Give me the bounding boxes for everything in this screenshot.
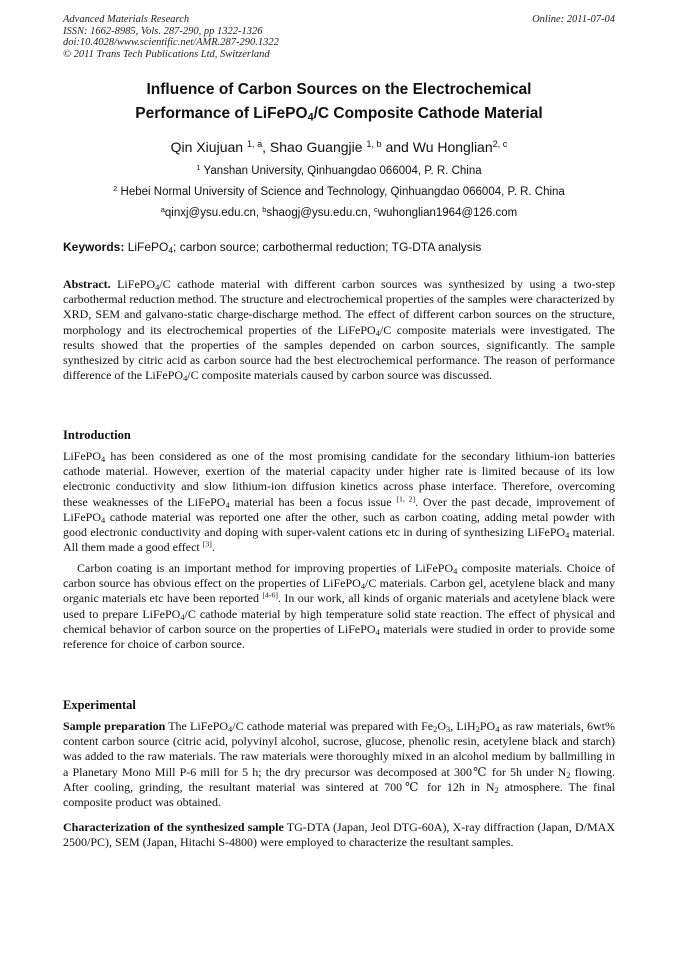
author-superscript: 2, c	[492, 139, 508, 149]
title-subscript: 4	[307, 111, 314, 124]
affiliation-2	[30, 183, 648, 198]
abstract-paragraph	[63, 277, 615, 383]
subscript: 4	[375, 328, 380, 338]
body-text: materials were studied in order to provide some reference for choice of carbon source.	[63, 621, 615, 652]
journal-header	[63, 14, 615, 60]
body-text: /C cathode material with different carbon sources was synthesized by using a two-step carbothermal reduction method. The structure and electrochemical properties of the samples were characterized by XRD, SEM and galvano-static charge-discharge method. The effect of different carbon sources on the structure, morphology and its electrochemical properties of the LiFePO	[63, 277, 615, 337]
citation-ref[interactable]: [1, 2]	[396, 494, 416, 504]
email-marker: a	[160, 204, 165, 214]
paper-title-line-1: Influence of Carbon Sources on the Electrochemical	[146, 81, 532, 98]
citation-ref[interactable]: [3]	[202, 539, 212, 549]
subscript: 3	[445, 725, 451, 735]
body-text: O	[437, 719, 446, 733]
body-text: has been considered as one of the most promising candidate for the secondary lithium-ion batteries cathode material. However, exertion of the material capacity under higher rate is limited because of its low electronic conductivity and slow lithium-ion diffusion kinetics across phase interface. Therefore, overcoming these weaknesses of the LiFePO	[63, 449, 615, 509]
body-text: , LiH	[450, 719, 476, 733]
email-link[interactable]: wuhonglian1964@126.com	[377, 207, 518, 219]
email-list	[30, 204, 648, 219]
email-link[interactable]: shaogj@ysu.edu.cn,	[266, 207, 374, 219]
abstract-label: Abstract.	[63, 277, 111, 291]
email-link[interactable]: qinxj@ysu.edu.cn,	[164, 207, 263, 219]
affiliation-text: Yanshan University, Qinhuangdao 066004, P. R. China	[200, 165, 482, 177]
body-text: as raw materials, 6wt% content carbon source (citric acid, polyvinyl alcohol, sucrose, glucose, phenolic resin, acetylene black and starch) was added to the raw materials. The raw materials were thoroughly mixed in an alcohol medium by ballmilling in a Planetary Mono Mill P-6 mill for 5 h; the dry precursor was decomposed at 300℃ for 5h under N	[63, 719, 615, 779]
run-in-heading: Sample preparation	[63, 719, 166, 733]
body-text: PO	[479, 719, 496, 733]
title-text: Performance of LiFePO	[135, 105, 308, 122]
online-date: Online: 2011-07-04	[532, 14, 615, 25]
subscript: 4	[228, 725, 233, 735]
subscript: 4	[168, 245, 174, 256]
affiliation-marker: 1	[196, 162, 201, 172]
citation-ref[interactable]: [4-6]	[262, 591, 278, 601]
subscript: 4	[183, 374, 188, 384]
introduction-heading: Introduction	[63, 428, 131, 442]
subscript: 4	[375, 627, 380, 637]
body-text: Carbon coating is an important method for improving properties of LiFePO	[77, 561, 454, 575]
body-text: TG-DTA (Japan, Jeol DTG-60A), X-ray diffraction (Japan, D/MAX 2500/PC), SEM (Japan, Hitachi S-4800) were employed to characterize the resultant samples.	[63, 820, 616, 850]
author-name: , Shao Guangjie	[262, 139, 367, 155]
copyright-line: © 2011 Trans Tech Publications Ltd, Switzerland	[63, 48, 270, 60]
subscript: 4	[495, 725, 500, 735]
subscript: 4	[101, 455, 106, 465]
subscript: 4	[155, 283, 160, 293]
subscript: 2	[494, 785, 499, 795]
subscript: 4	[225, 500, 230, 510]
experimental-paragraph-1	[63, 719, 615, 810]
body-text: /C cathode material was prepared with Fe	[232, 719, 434, 733]
affiliation-marker: 2	[113, 183, 118, 193]
subscript: 4	[180, 612, 185, 622]
author-name: Qin Xiujuan	[170, 139, 247, 155]
body-text: LiFePO	[63, 449, 102, 463]
email-marker: b	[262, 204, 267, 214]
journal-name: Advanced Materials Research	[63, 14, 190, 25]
body-text: cathode material was reported one after the other, such as carbon coating, adding metal powder with good electronic conductivity and doping with super-valent cations etc in during of synthesizing LiFePO	[63, 509, 615, 540]
body-text: .	[211, 540, 215, 555]
author-name: and Wu Honglian	[381, 139, 493, 155]
doi-line: doi:10.4028/www.scientific.net/AMR.287-290.1322	[63, 37, 279, 48]
subscript: 4	[101, 515, 106, 525]
keywords-text: LiFePO	[124, 240, 169, 254]
subscript: 2	[475, 725, 480, 735]
author-superscript: 1, b	[366, 139, 382, 149]
body-text: /C cathode material by high temperature solid state reaction. The effect of physical and chemical behavior of carbon source on the properties of LiFePO	[63, 606, 615, 636]
body-text: /C materials. Carbon gel, acetylene black and many organic materials etc have been reported	[63, 576, 615, 606]
author-superscript: 1, a	[246, 139, 263, 149]
body-text: LiFePO	[110, 277, 156, 291]
body-text: composite materials. Choice of carbon source has obvious effect on the properties of LiFePO	[63, 561, 615, 591]
run-in-heading: Characterization of the synthesized sample	[63, 820, 284, 834]
subscript: 4	[453, 567, 458, 577]
keywords-text: ; carbon source; carbothermal reduction; TG-DTA analysis	[173, 240, 482, 254]
body-text: The LiFePO	[165, 719, 229, 733]
title-text: /C Composite Cathode Material	[313, 105, 543, 122]
keywords-label: Keywords:	[63, 240, 125, 254]
body-text: atmosphere. The final composite product was obtained.	[63, 779, 615, 810]
body-text: /C composite materials were investigated. The results showed that the properties of the samples depended on carbon sources, significantly. The sample synthesized by citric acid as carbon source had the best electrochemical performance. The reason of performance difference of the LiFePO	[63, 322, 615, 383]
body-text: material has been a focus issue	[229, 494, 397, 509]
body-text: . Over the past decade, improvement of LiFePO	[63, 494, 616, 524]
subscript: 2	[433, 725, 438, 735]
paper-title-line-2	[40, 104, 638, 124]
keywords	[63, 240, 615, 254]
affiliation-text: Hebei Normal University of Science and Technology, Qinhuangdao 066004, P. R. China	[117, 186, 565, 198]
affiliation-1	[30, 162, 648, 177]
experimental-paragraph-2	[63, 820, 615, 850]
body-text: flowing. After cooling, grinding, the resultant material was sintered at 700℃ for 12h in N	[63, 764, 615, 794]
introduction-paragraph-2	[63, 561, 615, 652]
introduction-paragraph-1	[63, 449, 615, 555]
author-list	[40, 139, 638, 155]
body-text: /C composite materials caused by carbon source was discussed.	[187, 368, 493, 383]
experimental-heading: Experimental	[63, 698, 136, 712]
issn-line: ISSN: 1662-8985, Vols. 287-290, pp 1322-1326	[63, 25, 263, 37]
subscript: 2	[566, 770, 571, 780]
body-text: . In our work, all kinds of organic materials and acetylene black were used to prepare LiFePO	[63, 591, 615, 621]
subscript: 4	[565, 531, 570, 541]
email-marker: c	[373, 204, 378, 214]
subscript: 4	[360, 582, 365, 592]
body-text: material. All them made a good effect	[63, 525, 615, 555]
